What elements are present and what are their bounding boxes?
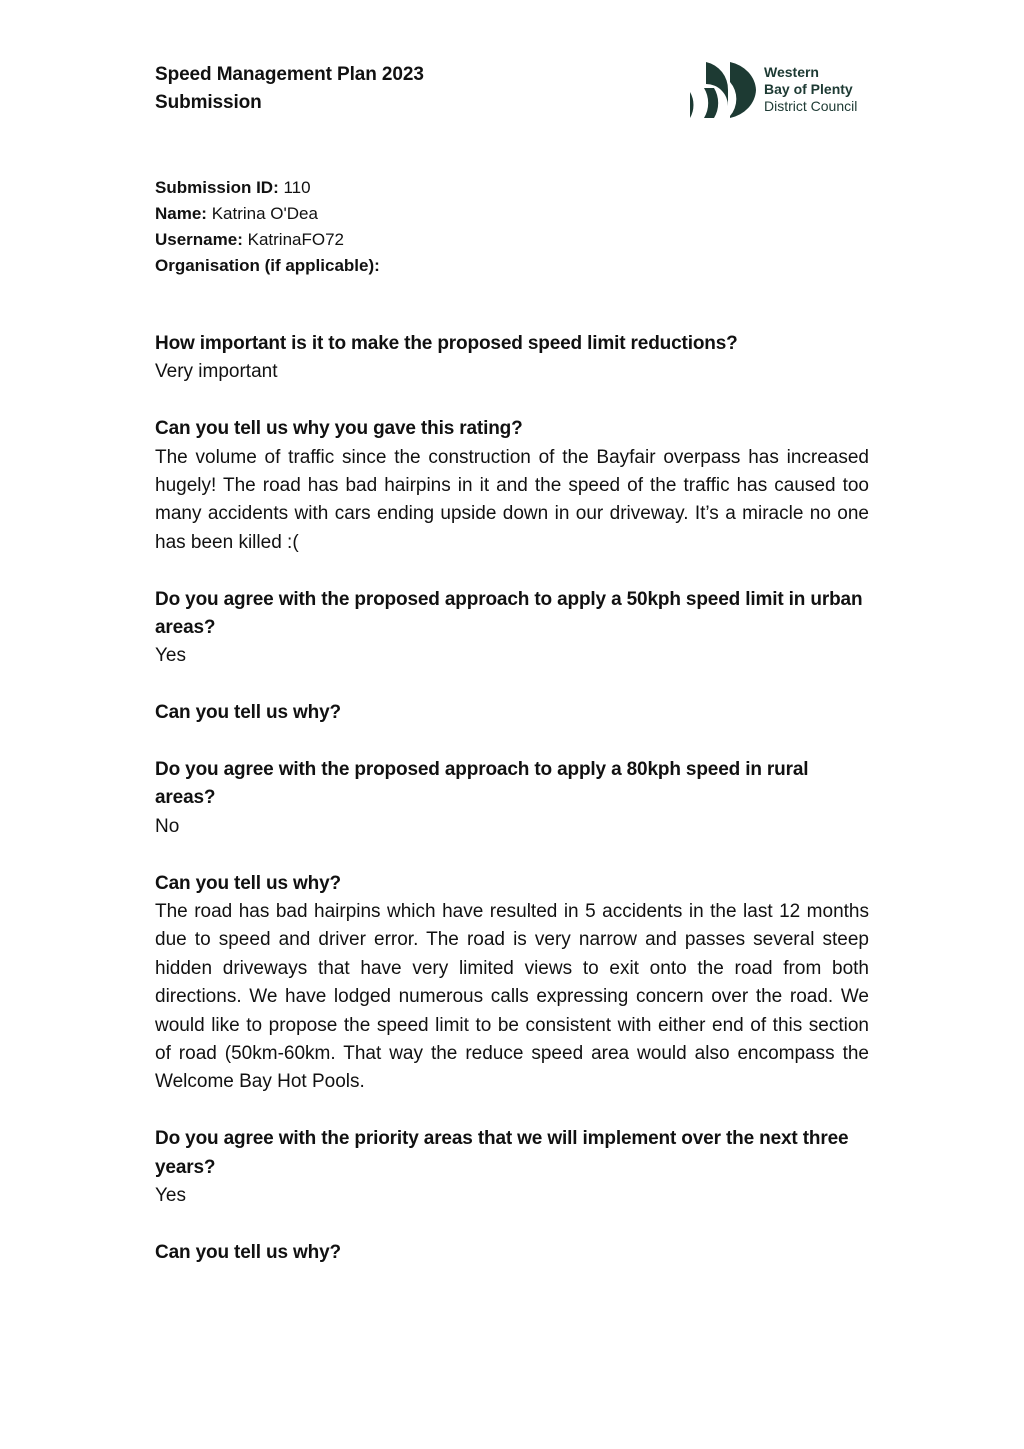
logo-line-district-council: District Council	[764, 98, 858, 114]
qa-block-priority-reason	[155, 1239, 869, 1267]
question-text: How important is it to make the proposed speed limit reductions?	[155, 333, 738, 354]
council-logo	[690, 60, 880, 118]
logo-line-western: Western	[764, 64, 819, 80]
qa-block-urban-reason	[155, 699, 869, 727]
question-text: Can you tell us why?	[155, 872, 341, 894]
answer-text: Very important	[155, 361, 278, 383]
meta-organisation	[155, 253, 380, 279]
council-logo-text	[764, 64, 857, 115]
answer-text: Yes	[155, 645, 186, 667]
qa-block-priority-areas	[155, 1125, 869, 1210]
qa-block-rural-80kph	[155, 756, 869, 841]
question-text: Can you tell us why?	[155, 702, 341, 724]
answer-text: The road has bad hairpins which have resulted in 5 accidents in the last 12 months due to speed and driver error. The road is very narrow and passes several steep hidden driveways that have very limited views to exit onto the road from both directions. We have lodged numerous calls expressing concern over the road. We would like to propose the speed limit to be consistent with either end of this section of road (50km-60km. That way the reduce speed area would also encompass the Welcome Bay Hot Pools.	[155, 901, 869, 1093]
question-text: Can you tell us why?	[155, 1241, 341, 1263]
submission-meta	[155, 175, 380, 279]
document-title-line1: Speed Management Plan 2023	[155, 64, 424, 85]
answer-text: No	[155, 815, 180, 837]
qa-block-importance	[155, 330, 869, 387]
qa-block-rural-reason	[155, 870, 869, 1097]
submission-id-label: Submission ID:	[155, 178, 279, 197]
question-text: Can you tell us why you gave this rating?	[155, 418, 523, 440]
username-value: KatrinaFO72	[247, 230, 344, 249]
document-title-line2: Submission	[155, 92, 262, 113]
question-answer-list	[155, 330, 869, 1296]
council-logo-mark	[690, 60, 760, 118]
username-label: Username:	[155, 230, 243, 249]
question-text: Do you agree with the proposed approach to apply a 80kph speed in rural areas?	[155, 759, 809, 809]
answer-text: Yes	[155, 1185, 186, 1207]
logo-line-bay-of-plenty: Bay of Plenty	[764, 81, 853, 97]
meta-name	[155, 201, 380, 227]
organisation-label: Organisation (if applicable):	[155, 256, 380, 275]
question-text: Do you agree with the proposed approach to apply a 50kph speed limit in urban areas?	[155, 588, 863, 639]
meta-username	[155, 227, 380, 253]
qa-block-rating-reason	[155, 415, 869, 557]
question-text: Do you agree with the priority areas that we will implement over the next three years?	[155, 1128, 849, 1178]
submission-id-value: 110	[283, 178, 311, 197]
qa-block-urban-50kph	[155, 586, 869, 671]
answer-text: The volume of traffic since the construction of the Bayfair overpass has increased hugely! The road has bad hairpins in it and the speed of the traffic has caused too many accidents with cars ending upside down in our driveway. It’s a miracle no one has been killed :(	[155, 446, 869, 553]
meta-submission-id	[155, 175, 380, 201]
name-value: Katrina O'Dea	[211, 204, 318, 223]
name-label: Name:	[155, 204, 207, 223]
document-title	[155, 61, 424, 117]
